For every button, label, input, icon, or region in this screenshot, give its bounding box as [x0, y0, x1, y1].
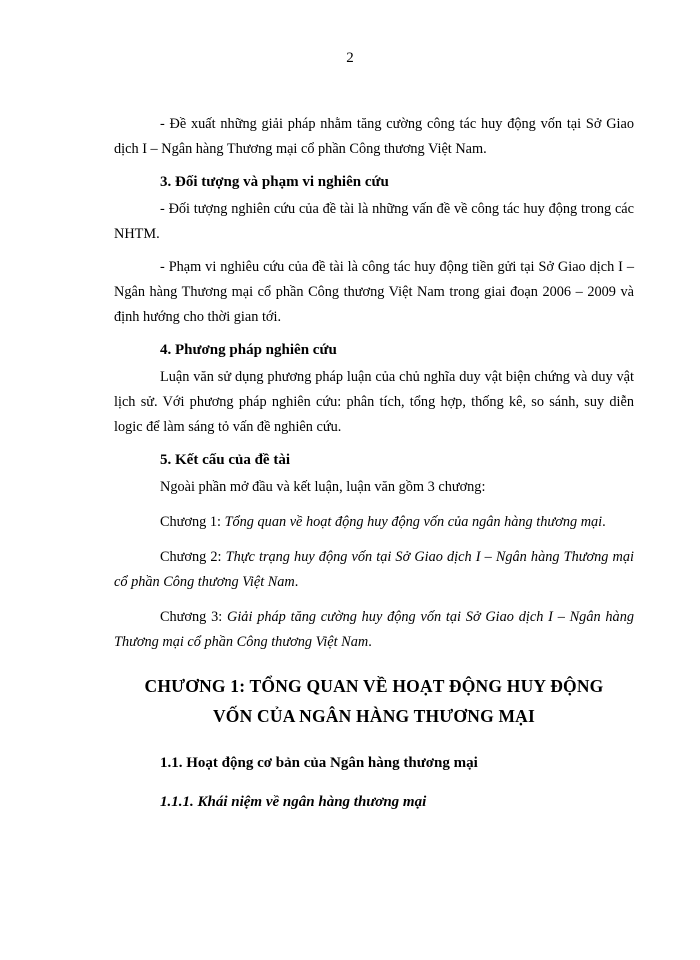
chapter-summary-1	[114, 510, 634, 535]
heading-thesis-structure: 5. Kết cấu của đề tài	[160, 452, 290, 468]
paragraph-research-method: Luận văn sử dụng phương pháp luận của chủ nghĩa duy vật biện chứng và duy vật lịch sử. Với phương pháp nghiên cứu: phân tích, tổng hợp, thống kê, so sánh, suy diễn logic để làm sáng tỏ vấn đề nghiên cứu.	[114, 369, 634, 435]
chapter-summary-end: .	[368, 634, 372, 650]
paragraph-structure-intro: Ngoài phần mở đầu và kết luận, luận văn gồm 3 chương:	[160, 479, 486, 495]
paragraph-solutions: - Đề xuất những giải pháp nhằm tăng cường công tác huy động vốn tại Sở Giao dịch I – Ngân hàng Thương mại cổ phần Công thương Việt Nam.	[114, 116, 634, 157]
chapter-summary-end: .	[602, 514, 606, 530]
chapter-summary-end: .	[294, 574, 299, 590]
subsection-heading: 1.1.1. Khái niệm về ngân hàng thương mại	[160, 794, 427, 810]
chapter-title-line-1: CHƯƠNG 1: TỔNG QUAN VỀ HOẠT ĐỘNG HUY ĐỘNG	[144, 676, 604, 696]
chapter-summary-2	[114, 545, 634, 595]
chapter-summary-title: Giải pháp tăng cường huy động vốn tại Sở Giao dịch I – Ngân hàng Thương mại cổ phần Công thương Việt Nam	[114, 609, 635, 650]
chapter-summary-label: Chương 3:	[160, 609, 227, 625]
chapter-summary-title: Thực trạng huy động vốn tại Sở Giao dịch I – Ngân hàng Thương mại cổ phần Công thương Việt Nam	[114, 549, 634, 590]
section-heading: 1.1. Hoạt động cơ bản của Ngân hàng thương mại	[160, 755, 478, 771]
chapter-summary-label: Chương 2:	[160, 549, 226, 565]
paragraph-research-scope: - Phạm vi nghiêu cứu của đề tài là công tác huy động tiền gửi tại Sở Giao dịch I – Ngân hàng Thương mại cổ phần Công thương Việt Nam trong giai đoạn 2006 – 2009 và định hướng cho thời gian tới.	[114, 259, 634, 325]
chapter-title	[114, 671, 634, 731]
paragraph-research-object: - Đối tượng nghiên cứu của đề tài là những vấn đề về công tác huy động trong các NHTM.	[114, 201, 634, 242]
heading-research-object-scope: 3. Đối tượng và phạm vi nghiên cứu	[160, 174, 389, 190]
chapter-title-line-2: VỐN CỦA NGÂN HÀNG THƯƠNG MẠI	[212, 706, 536, 726]
heading-research-method: 4. Phương pháp nghiên cứu	[160, 342, 337, 358]
page-number: 2	[346, 50, 354, 66]
page-content	[114, 112, 634, 815]
chapter-summary-label: Chương 1:	[160, 514, 225, 530]
chapter-summary-title: Tổng quan về hoạt động huy động vốn của ngân hàng thương mại	[224, 514, 603, 530]
chapter-summary-3	[114, 605, 634, 655]
